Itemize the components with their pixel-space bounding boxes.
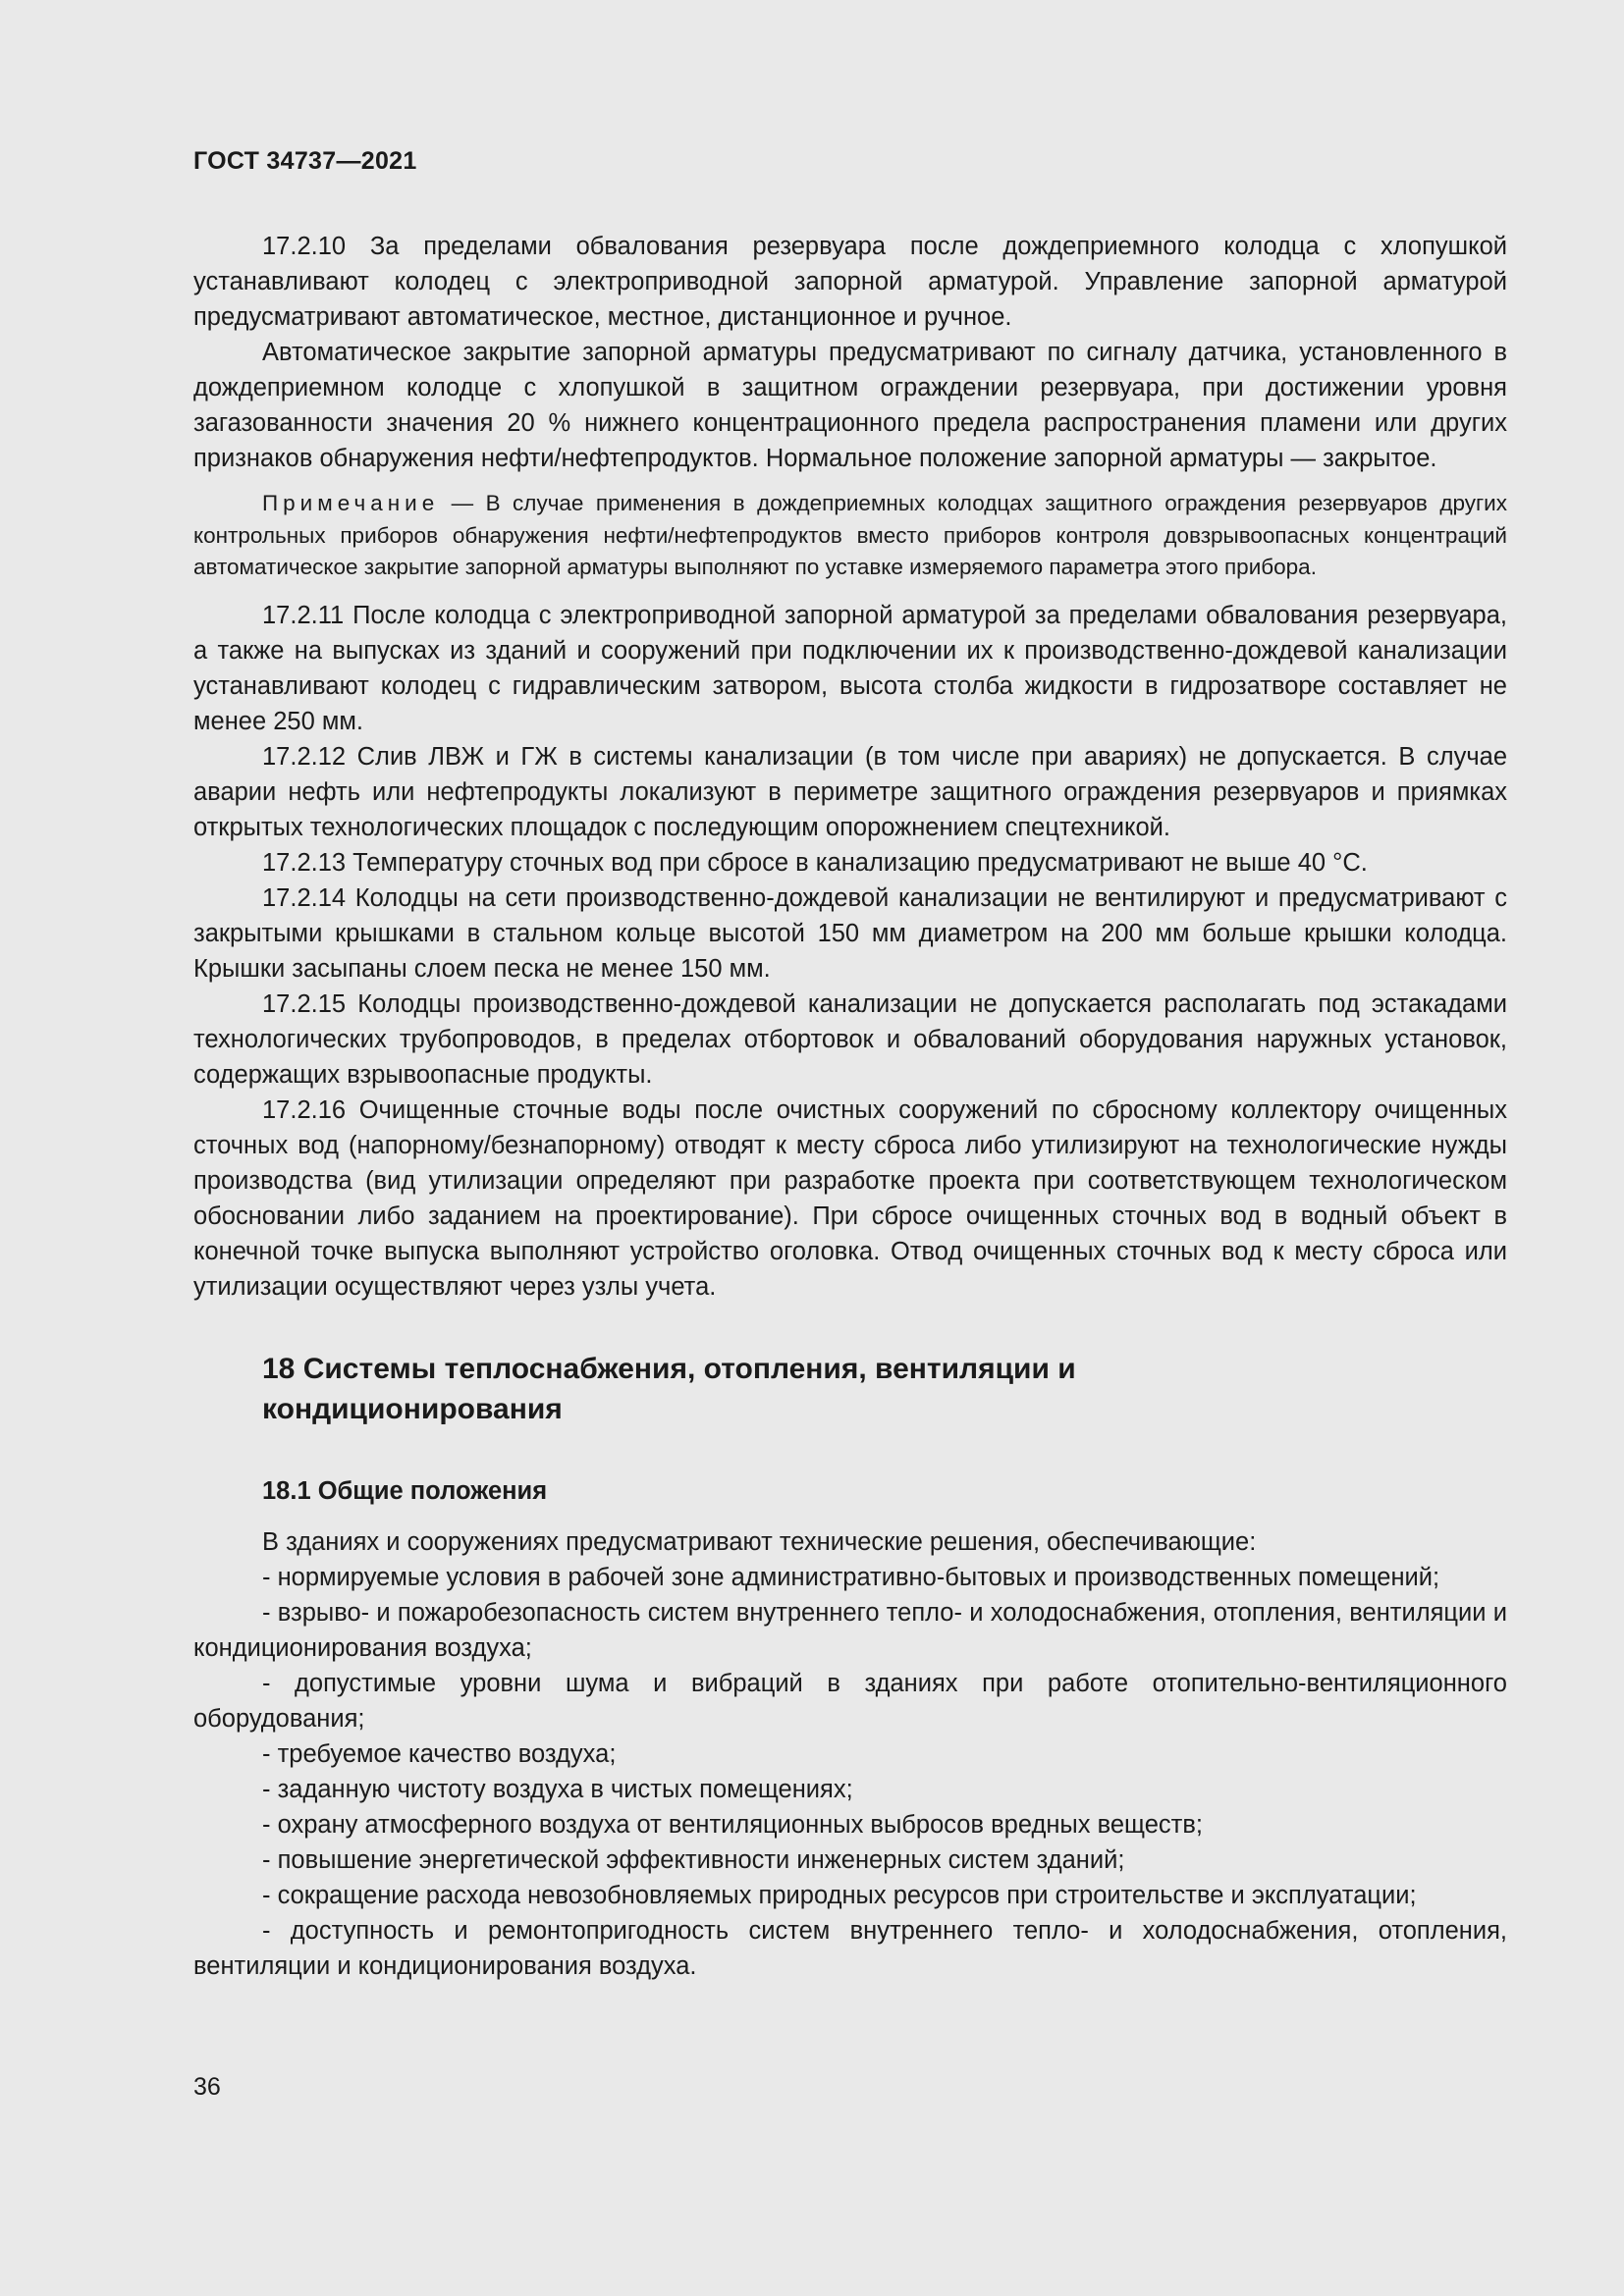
paragraph-17-2-15: 17.2.15 Колодцы производственно-дождевой канализации не допускается располагать под эстакадами технологических трубопроводов, в пределах отбортовок и обвалований оборудования наружных установок, содержащих взрывоопасные продукты. <box>193 989 1507 1089</box>
list-item: - доступность и ремонтопригодность систем внутреннего тепло- и холодоснабжения, отопления, вентиляции и кондиционирования воздуха. <box>193 1916 1507 1980</box>
paragraph-17-2-14: 17.2.14 Колодцы на сети производственно-дождевой канализации не вентилируют и предусматривают с закрытыми крышками в стальном кольце высотой 150 мм диаметром на 200 мм больше крышки колодца. Крышки засыпаны слоем песка не менее 150 мм. <box>193 883 1507 983</box>
note <box>193 488 1507 584</box>
list-item: - нормируемые условия в рабочей зоне административно-бытовых и производственных помещений; <box>262 1563 1440 1591</box>
subsection-heading-18-1: 18.1 Общие положения <box>262 1476 548 1505</box>
paragraph-auto-closing: Автоматическое закрытие запорной арматуры предусматривают по сигналу датчика, установленного в дождеприемном колодце с хлопушкой в защитном ограждении резервуара, при достижении уровня загазованности значения 20 % нижнего концентрационного предела распространения пламени или других признаков обнаружения нефти/нефтепродуктов. Нормальное положение запорной арматуры — закрытое. <box>193 339 1507 472</box>
paragraph-17-2-10: 17.2.10 За пределами обвалования резервуара после дождеприемного колодца с хлопушкой устанавливают колодец с электроприводной запорной арматурой. Управление запорной арматурой предусматривают автоматическое, местное, дистанционное и ручное. <box>193 233 1507 331</box>
paragraph-17-2-13: 17.2.13 Температуру сточных вод при сбросе в канализацию предусматривают не выше 40 °С. <box>262 848 1368 877</box>
section-heading-18: 18 Системы теплоснабжения, отопления, вентиляции и кондиционирования <box>262 1352 1076 1425</box>
note-text: — В случае применения в дождеприемных колодцах защитного ограждения резервуаров других контрольных приборов обнаружения нефти/нефтепродуктов вместо приборов контроля довзрывоопасных концентраций автоматическое закрытие запорной арматуры выполняют по уставке измеряемого параметра этого прибора. <box>193 491 1507 579</box>
list-item: - сокращение расхода невозобновляемых природных ресурсов при строительстве и эксплуатации; <box>262 1881 1417 1909</box>
page-content <box>193 147 1507 1984</box>
document-code-header: ГОСТ 34737—2021 <box>193 147 417 175</box>
intro-paragraph: В зданиях и сооружениях предусматривают технические решения, обеспечивающие: <box>262 1527 1257 1556</box>
list-item: - требуемое качество воздуха; <box>262 1739 617 1768</box>
paragraph-17-2-11: 17.2.11 После колодца с электроприводной запорной арматурой за пределами обвалования резервуара, а также на выпусках из зданий и сооружений при подключении их к производственно-дождевой канализации устанавливают колодец с гидравлическим затвором, высота столба жидкости в гидрозатворе составляет не менее 250 мм. <box>193 601 1507 735</box>
list-item: - взрыво- и пожаробезопасность систем внутреннего тепло- и холодоснабжения, отопления, вентиляции и кондиционирования воздуха; <box>193 1598 1507 1662</box>
note-label: Примечание <box>262 491 440 515</box>
list-item: - повышение энергетической эффективности инженерных систем зданий; <box>262 1845 1125 1874</box>
paragraph-17-2-16: 17.2.16 Очищенные сточные воды после очистных сооружений по сбросному коллектору очищенных сточных вод (напорному/безнапорному) отводят к месту сброса либо утилизируют на технологические нужды производства (вид утилизации определяют при разработке проекта при соответствующем технологическом обосновании либо заданием на проектирование). При сбросе очищенных сточных вод в водный объект в конечной точке выпуска выполняют устройство оголовка. Отвод очищенных сточных вод к месту сброса или утилизации осуществляют через узлы учета. <box>193 1095 1507 1301</box>
page-number: 36 <box>193 2073 221 2101</box>
list-item: - охрану атмосферного воздуха от вентиляционных выбросов вредных веществ; <box>262 1810 1203 1839</box>
list-item: - заданную чистоту воздуха в чистых помещениях; <box>262 1775 853 1803</box>
paragraph-17-2-12: 17.2.12 Слив ЛВЖ и ГЖ в системы канализации (в том числе при авариях) не допускается. В случае аварии нефть или нефтепродукты локализуют в периметре защитного ограждения резервуаров и приямках открытых технологических площадок с последующим опорожнением спецтехникой. <box>193 742 1507 841</box>
list-item: - допустимые уровни шума и вибраций в зданиях при работе отопительно-вентиляционного оборудования; <box>193 1669 1507 1733</box>
